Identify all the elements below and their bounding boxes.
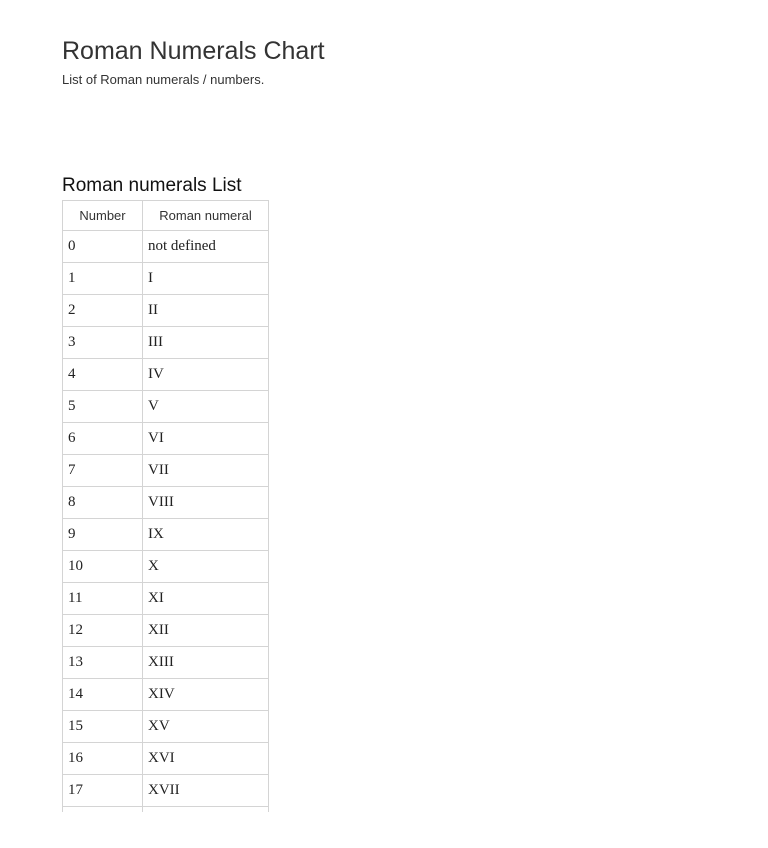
roman-numeral-cell: XIV bbox=[143, 679, 269, 711]
table-header-row bbox=[63, 201, 269, 231]
section-heading: Roman numerals List bbox=[62, 175, 242, 196]
table-row bbox=[63, 647, 269, 679]
number-cell: 17 bbox=[63, 775, 143, 807]
table-row bbox=[63, 519, 269, 551]
table-row bbox=[63, 487, 269, 519]
number-cell: 5 bbox=[63, 391, 143, 423]
number-cell: 2 bbox=[63, 295, 143, 327]
roman-numeral-cell: IX bbox=[143, 519, 269, 551]
table-row bbox=[63, 359, 269, 391]
roman-numerals-table bbox=[62, 200, 269, 812]
table-row bbox=[63, 583, 269, 615]
roman-numeral-cell: XI bbox=[143, 583, 269, 615]
roman-numeral-cell: II bbox=[143, 295, 269, 327]
number-cell: 13 bbox=[63, 647, 143, 679]
number-cell: 8 bbox=[63, 487, 143, 519]
number-cell: 12 bbox=[63, 615, 143, 647]
roman-numeral-cell: VII bbox=[143, 455, 269, 487]
roman-numeral-cell: VI bbox=[143, 423, 269, 455]
roman-numeral-cell: X bbox=[143, 551, 269, 583]
roman-numeral-cell: III bbox=[143, 327, 269, 359]
roman-numeral-cell: IV bbox=[143, 359, 269, 391]
table-row bbox=[63, 743, 269, 775]
table-row bbox=[63, 455, 269, 487]
number-cell: 3 bbox=[63, 327, 143, 359]
number-cell: 10 bbox=[63, 551, 143, 583]
table-row bbox=[63, 679, 269, 711]
column-header-number: Number bbox=[63, 201, 143, 231]
number-cell: 11 bbox=[63, 583, 143, 615]
number-cell bbox=[63, 807, 143, 813]
table-row bbox=[63, 775, 269, 807]
page-title: Roman Numerals Chart bbox=[62, 37, 325, 65]
table-row bbox=[63, 231, 269, 263]
number-cell: 7 bbox=[63, 455, 143, 487]
roman-numeral-cell: I bbox=[143, 263, 269, 295]
table-row bbox=[63, 711, 269, 743]
number-cell: 9 bbox=[63, 519, 143, 551]
table-row bbox=[63, 551, 269, 583]
number-cell: 15 bbox=[63, 711, 143, 743]
table-row bbox=[63, 263, 269, 295]
column-header-roman-numeral: Roman numeral bbox=[143, 201, 269, 231]
table-row bbox=[63, 295, 269, 327]
roman-numeral-cell: XVI bbox=[143, 743, 269, 775]
table-body bbox=[63, 231, 269, 813]
roman-numeral-cell: V bbox=[143, 391, 269, 423]
roman-numeral-cell: XIII bbox=[143, 647, 269, 679]
roman-numeral-cell: XVII bbox=[143, 775, 269, 807]
roman-numeral-cell bbox=[143, 807, 269, 813]
table-row bbox=[63, 327, 269, 359]
number-cell: 1 bbox=[63, 263, 143, 295]
table-container bbox=[62, 200, 272, 812]
table-row bbox=[63, 391, 269, 423]
table-row bbox=[63, 423, 269, 455]
roman-numeral-cell: not defined bbox=[143, 231, 269, 263]
roman-numeral-cell: XV bbox=[143, 711, 269, 743]
page-subtitle: List of Roman numerals / numbers. bbox=[62, 72, 265, 87]
number-cell: 16 bbox=[63, 743, 143, 775]
number-cell: 6 bbox=[63, 423, 143, 455]
roman-numeral-cell: XII bbox=[143, 615, 269, 647]
table-row bbox=[63, 615, 269, 647]
number-cell: 14 bbox=[63, 679, 143, 711]
table-row bbox=[63, 807, 269, 813]
number-cell: 4 bbox=[63, 359, 143, 391]
number-cell: 0 bbox=[63, 231, 143, 263]
roman-numeral-cell: VIII bbox=[143, 487, 269, 519]
